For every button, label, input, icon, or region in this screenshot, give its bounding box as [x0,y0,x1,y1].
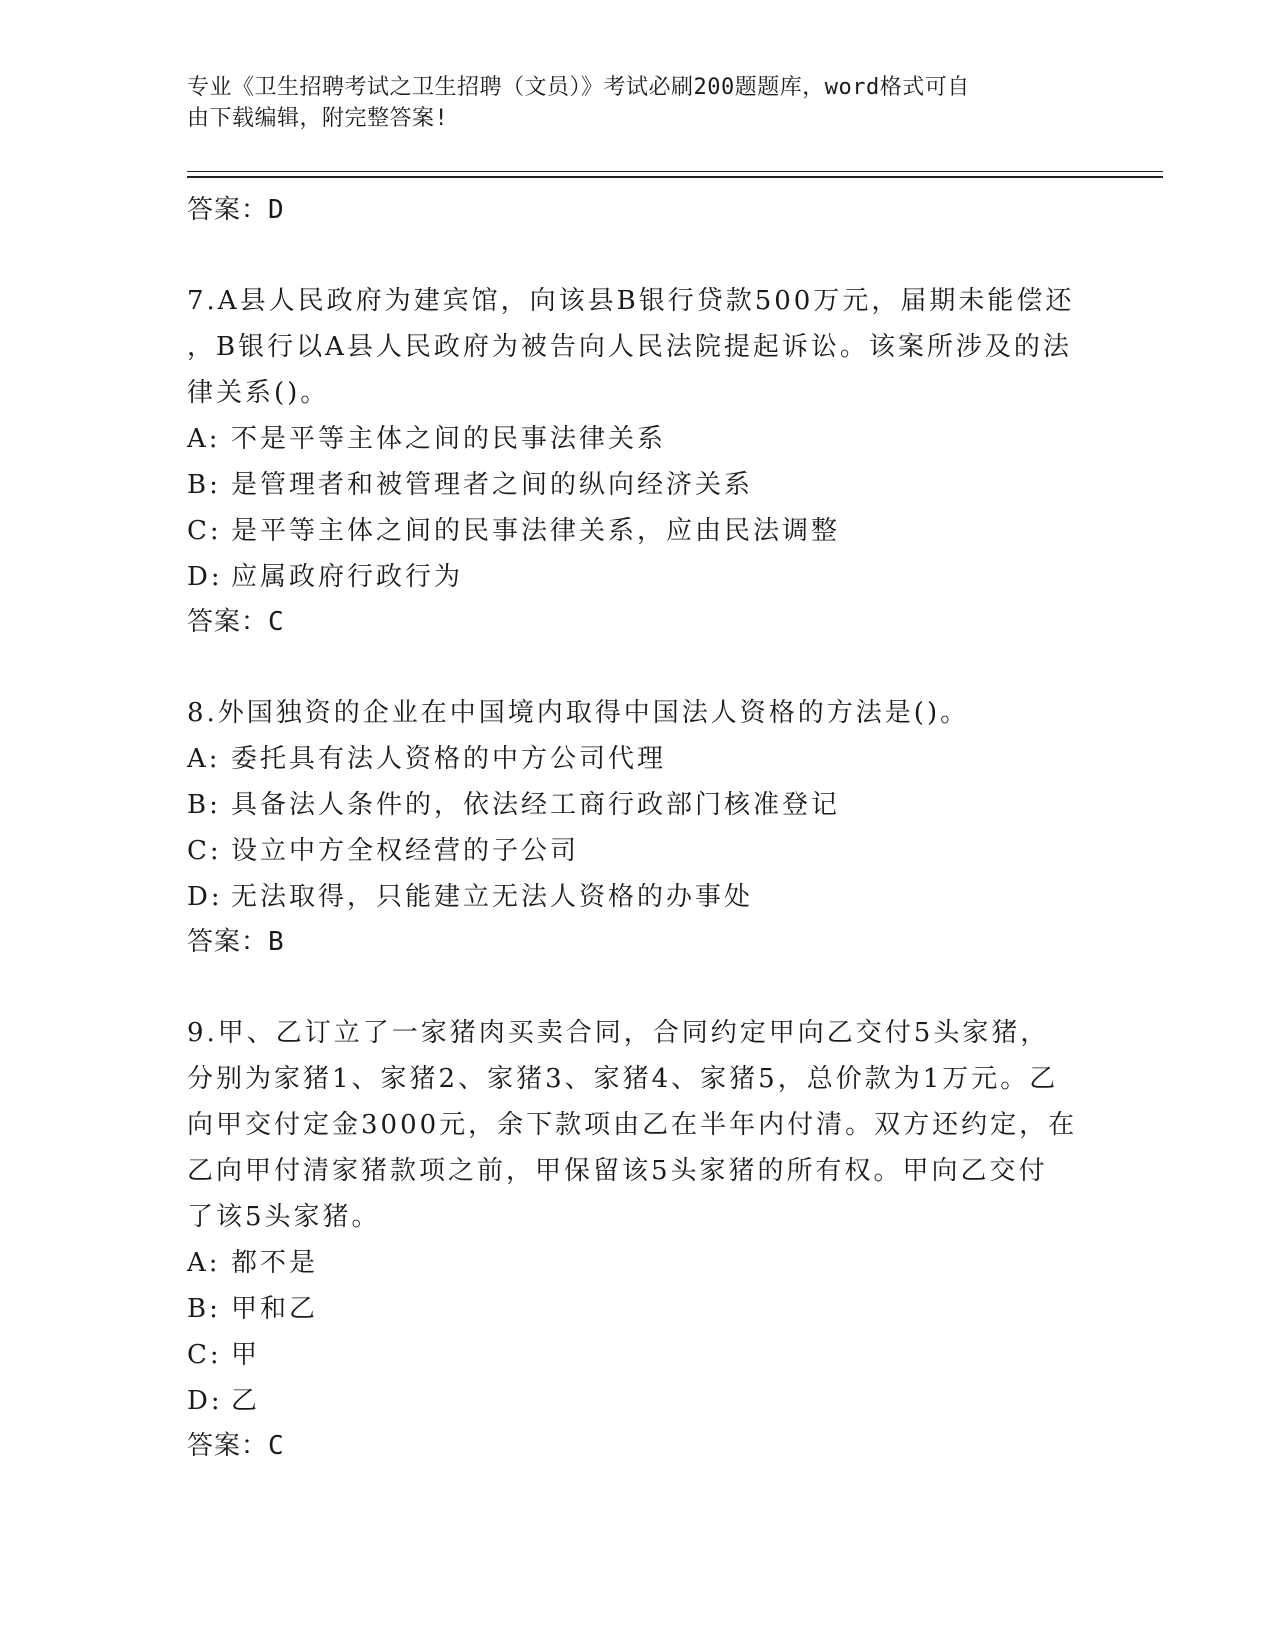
option-label: A: [187,744,221,774]
option-a [187,416,1087,462]
option-text: 都不是 [231,1248,319,1278]
stem-line: 7.A县人民政府为建宾馆，向该县B银行贷款500万元，届期未能偿还 [187,286,1075,316]
option-label: D: [187,1386,223,1416]
document-body [187,188,1087,1468]
option-text: 无法取得，只能建立无法人资格的办事处 [231,882,754,912]
option-text: 是平等主体之间的民事法律关系，应由民法调整 [231,516,841,546]
header-line-1: 专业《卫生招聘考试之卫生招聘（文员）》考试必刷200题题库，word格式可自 [187,75,970,100]
option-a [187,1240,1087,1286]
answer-line: 答案：C [187,607,285,637]
option-label: D: [187,562,223,592]
question-stem [187,690,1087,736]
stem-line: 乙向甲付清家猪款项之前，甲保留该5头家猪的所有权。甲向乙交付 [187,1156,1048,1186]
option-a [187,736,1087,782]
option-d [187,874,1087,920]
option-text: 应属政府行政行为 [231,562,464,592]
option-b [187,782,1087,828]
option-label: C: [187,836,222,866]
question-stem [187,1010,1087,1240]
stem-line: 律关系()。 [187,378,330,408]
stem-line: 8.外国独资的企业在中国境内取得中国法人资格的方法是()。 [187,698,970,728]
stem-line: ，B银行以A县人民政府为被告向人民法院提起诉讼。该案所涉及的法 [187,332,1072,362]
stem-line: 9.甲、乙订立了一家猪肉买卖合同，合同约定甲向乙交付5头家猪， [187,1018,1050,1048]
option-label: D: [187,882,223,912]
option-c [187,508,1087,554]
option-b [187,462,1087,508]
answer-line: 答案：D [187,195,285,225]
option-label: B: [187,1294,221,1324]
stem-line: 了该5头家猪。 [187,1202,381,1232]
option-text: 不是平等主体之间的民事法律关系 [231,424,667,454]
document-header [187,72,1067,134]
question-8 [187,690,1087,964]
option-c [187,1332,1087,1378]
option-d [187,554,1087,600]
option-label: C: [187,1340,222,1370]
question-9 [187,1010,1087,1468]
stem-line: 分别为家猪1、家猪2、家猪3、家猪4、家猪5，总价款为1万元。乙 [187,1064,1059,1094]
header-divider-thick [187,176,1163,178]
question-7 [187,278,1087,644]
stem-line: 向甲交付定金3000元，余下款项由乙在半年内付清。双方还约定，在 [187,1110,1078,1140]
option-label: A: [187,1248,221,1278]
option-d [187,1378,1087,1424]
answer-line: 答案：B [187,927,285,957]
header-line-2: 由下载编辑，附完整答案! [187,106,449,131]
option-text: 委托具有法人资格的中方公司代理 [231,744,667,774]
option-label: C: [187,516,222,546]
option-text: 甲和乙 [231,1294,319,1324]
question-stem [187,278,1087,416]
option-text: 是管理者和被管理者之间的纵向经济关系 [231,470,754,500]
option-label: B: [187,790,221,820]
option-label: B: [187,470,221,500]
option-b [187,1286,1087,1332]
option-text: 具备法人条件的，依法经工商行政部门核准登记 [231,790,841,820]
option-text: 甲 [231,1340,261,1370]
answer-line: 答案：C [187,1431,285,1461]
option-label: A: [187,424,221,454]
header-divider-thin [187,171,1163,172]
option-text: 设立中方全权经营的子公司 [231,836,580,866]
option-text: 乙 [231,1386,261,1416]
option-c [187,828,1087,874]
